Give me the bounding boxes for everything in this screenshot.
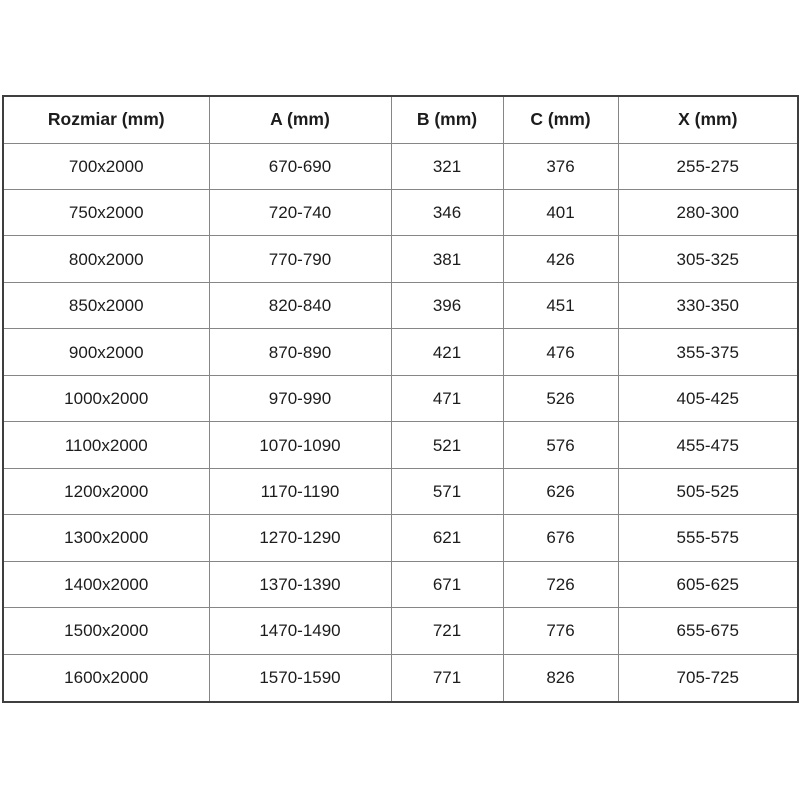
table-row [3, 468, 798, 514]
table-row [3, 143, 798, 189]
table-cell: 720-740 [209, 189, 391, 235]
table-cell: 721 [391, 608, 503, 654]
table-cell: 355-375 [618, 329, 798, 375]
table-cell: 800x2000 [3, 236, 209, 282]
table-cell: 770-790 [209, 236, 391, 282]
table-cell: 255-275 [618, 143, 798, 189]
table-cell: 605-625 [618, 561, 798, 607]
table-cell: 1070-1090 [209, 422, 391, 468]
table-row [3, 608, 798, 654]
table-cell: 476 [503, 329, 618, 375]
size-table-body [3, 143, 798, 702]
table-cell: 1370-1390 [209, 561, 391, 607]
table-cell: 455-475 [618, 422, 798, 468]
table-cell: 505-525 [618, 468, 798, 514]
table-cell: 676 [503, 515, 618, 561]
table-cell: 776 [503, 608, 618, 654]
table-cell: 571 [391, 468, 503, 514]
table-cell: 381 [391, 236, 503, 282]
table-cell: 626 [503, 468, 618, 514]
table-cell: 820-840 [209, 282, 391, 328]
table-cell: 870-890 [209, 329, 391, 375]
table-cell: 705-725 [618, 654, 798, 702]
table-cell: 280-300 [618, 189, 798, 235]
table-row [3, 375, 798, 421]
table-cell: 850x2000 [3, 282, 209, 328]
table-cell: 1100x2000 [3, 422, 209, 468]
table-cell: 1400x2000 [3, 561, 209, 607]
table-cell: 750x2000 [3, 189, 209, 235]
table-row [3, 654, 798, 702]
table-cell: 555-575 [618, 515, 798, 561]
size-table [2, 95, 799, 703]
table-cell: 401 [503, 189, 618, 235]
column-header-a: A (mm) [209, 96, 391, 143]
table-row [3, 561, 798, 607]
table-cell: 621 [391, 515, 503, 561]
table-row [3, 282, 798, 328]
table-cell: 321 [391, 143, 503, 189]
table-cell: 900x2000 [3, 329, 209, 375]
table-cell: 426 [503, 236, 618, 282]
table-cell: 396 [391, 282, 503, 328]
table-header-row [3, 96, 798, 143]
table-row [3, 422, 798, 468]
table-cell: 346 [391, 189, 503, 235]
table-row [3, 329, 798, 375]
table-cell: 655-675 [618, 608, 798, 654]
table-cell: 1000x2000 [3, 375, 209, 421]
table-cell: 471 [391, 375, 503, 421]
table-cell: 451 [503, 282, 618, 328]
table-cell: 1500x2000 [3, 608, 209, 654]
table-cell: 330-350 [618, 282, 798, 328]
column-header-x: X (mm) [618, 96, 798, 143]
table-cell: 670-690 [209, 143, 391, 189]
table-cell: 1600x2000 [3, 654, 209, 702]
column-header-rozmiar: Rozmiar (mm) [3, 96, 209, 143]
table-cell: 1300x2000 [3, 515, 209, 561]
table-cell: 576 [503, 422, 618, 468]
table-cell: 305-325 [618, 236, 798, 282]
table-cell: 970-990 [209, 375, 391, 421]
column-header-b: B (mm) [391, 96, 503, 143]
table-cell: 726 [503, 561, 618, 607]
table-cell: 1570-1590 [209, 654, 391, 702]
table-cell: 421 [391, 329, 503, 375]
table-row [3, 189, 798, 235]
table-cell: 521 [391, 422, 503, 468]
table-cell: 376 [503, 143, 618, 189]
table-cell: 826 [503, 654, 618, 702]
table-row [3, 236, 798, 282]
table-cell: 1470-1490 [209, 608, 391, 654]
table-cell: 1170-1190 [209, 468, 391, 514]
table-cell: 526 [503, 375, 618, 421]
table-row [3, 515, 798, 561]
table-cell: 1200x2000 [3, 468, 209, 514]
table-cell: 405-425 [618, 375, 798, 421]
column-header-c: C (mm) [503, 96, 618, 143]
table-cell: 771 [391, 654, 503, 702]
table-cell: 671 [391, 561, 503, 607]
table-cell: 700x2000 [3, 143, 209, 189]
table-cell: 1270-1290 [209, 515, 391, 561]
